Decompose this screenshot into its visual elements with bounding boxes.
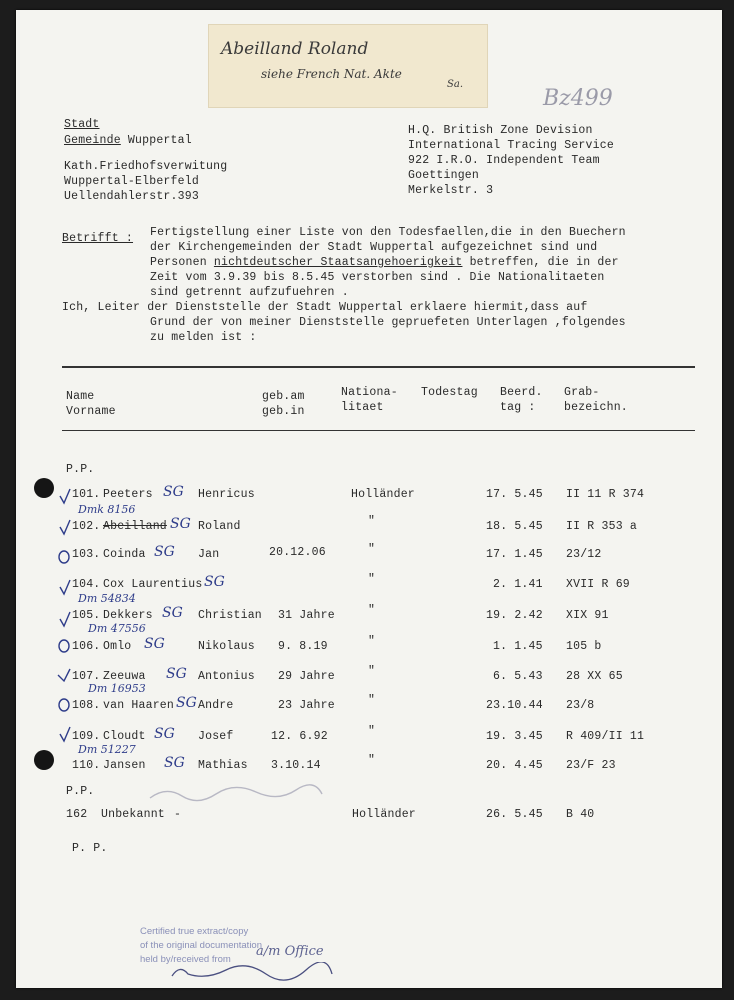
- recipient-line1: H.Q. British Zone Devision: [408, 124, 593, 137]
- row-dash: -: [174, 808, 182, 821]
- document-page: [16, 10, 722, 988]
- row-first: Jan: [198, 548, 220, 561]
- subject-line2: der Kirchengemeinden der Stadt Wuppertal aufgezeichnet sind und: [150, 241, 598, 254]
- hand-sg: SG: [163, 484, 184, 500]
- row-name: Unbekannt: [101, 808, 165, 821]
- row-geb: 3.10.14: [271, 759, 321, 772]
- col-gebin: geb.in: [262, 405, 305, 418]
- row-first: Christian: [198, 609, 262, 622]
- declaration-line1: Ich, Leiter der Dienststelle der Stadt Wuppertal erklaere hiermit,dass auf: [62, 301, 588, 314]
- row-no: 104.: [72, 578, 101, 591]
- row-beerd: 17. 1.45: [486, 548, 543, 561]
- row-nat: ": [368, 725, 376, 738]
- row-name: Zeeuwa: [103, 670, 146, 683]
- rule-top: [62, 366, 695, 368]
- row-nat: Holländer: [352, 808, 416, 821]
- row-beerd: 19. 3.45: [486, 730, 543, 743]
- stamp-office: a/m Office: [256, 944, 324, 959]
- row-nat: ": [368, 694, 376, 707]
- row-no: 109.: [72, 730, 101, 743]
- row-grab: 105 b: [566, 640, 602, 653]
- hand-sg: SG: [164, 755, 185, 771]
- declaration-line3: zu melden ist :: [150, 331, 257, 344]
- hand-sg: SG: [154, 544, 175, 560]
- row-name: Abeilland: [103, 520, 167, 533]
- punch-hole-icon: [34, 478, 54, 498]
- col-gebam: geb.am: [262, 390, 305, 403]
- col-tag: tag :: [500, 401, 536, 414]
- row-grab: XIX 91: [566, 609, 609, 622]
- col-name: Name: [66, 390, 95, 403]
- section-pp2: P.P.: [66, 785, 95, 798]
- row-grab: II R 353 a: [566, 520, 638, 533]
- row-grab: B 40: [566, 808, 595, 821]
- row-nat: ": [368, 515, 376, 528]
- col-nationa: Nationa-: [341, 386, 398, 399]
- section-pp3: P. P.: [72, 842, 108, 855]
- col-beerd: Beerd.: [500, 386, 543, 399]
- subject-line1: Fertigstellung einer Liste von den Todesfaellen,die in den Buechern: [150, 226, 626, 239]
- sticker-initials: Sa.: [447, 79, 463, 90]
- col-grab: Grab-: [564, 386, 600, 399]
- recipient-line4: Goettingen: [408, 169, 480, 182]
- row-grab: II 11 R 374: [566, 488, 645, 501]
- hand-sg: SG: [162, 605, 183, 621]
- row-name: Jansen: [103, 759, 146, 772]
- row-geb: 23 Jahre: [278, 699, 335, 712]
- row-first: Henricus: [198, 488, 255, 501]
- section-pp: P.P.: [66, 463, 95, 476]
- hand-sg: SG: [170, 516, 191, 532]
- row-no: 102.: [72, 520, 101, 533]
- stamp-line3: held by/received from: [140, 954, 231, 965]
- subject-line5: sind getrennt aufzufuehren .: [150, 286, 349, 299]
- row-first: Antonius: [198, 670, 255, 683]
- row-geb: 29 Jahre: [278, 670, 335, 683]
- stamp-line1: Certified true extract/copy: [140, 926, 249, 937]
- sticker-name: Abeilland Roland: [221, 39, 369, 59]
- row-beerd: 19. 2.42: [486, 609, 543, 622]
- hand-dm-5: Dm 51227: [78, 743, 136, 756]
- recipient-line3: 922 I.R.O. Independent Team: [408, 154, 600, 167]
- row-grab: 23/F 23: [566, 759, 616, 772]
- row-geb: 20.12.06: [269, 546, 326, 559]
- hand-sg: SG: [144, 636, 165, 652]
- row-no: 162: [66, 808, 88, 821]
- checkmarks-icon: [52, 485, 82, 785]
- row-geb: 31 Jahre: [278, 609, 335, 622]
- row-grab: R 409/II 11: [566, 730, 645, 743]
- row-beerd: 23.10.44: [486, 699, 543, 712]
- row-nat: ": [368, 604, 376, 617]
- row-beerd: 1. 1.45: [493, 640, 543, 653]
- signature-icon: [146, 782, 326, 806]
- hand-dm-3: Dm 47556: [88, 622, 146, 635]
- row-beerd: 18. 5.45: [486, 520, 543, 533]
- sticker-note: siehe French Nat. Akte: [261, 67, 402, 81]
- row-nat: ": [368, 573, 376, 586]
- row-grab: 23/12: [566, 548, 602, 561]
- col-grabbezeichn: bezeichn.: [564, 401, 628, 414]
- hand-dm-1: Dmk 8156: [78, 503, 136, 516]
- sender-line5: Uellendahlerstr.393: [64, 190, 199, 203]
- row-name: Coinda: [103, 548, 146, 561]
- row-name: Cox Laurentius: [103, 578, 203, 591]
- row-beerd: 6. 5.43: [493, 670, 543, 683]
- hand-sg: SG: [176, 695, 197, 711]
- row-name: Peeters: [103, 488, 153, 501]
- row-no: 105.: [72, 609, 101, 622]
- punch-hole-icon: [34, 750, 54, 770]
- col-litaet: litaet: [341, 401, 384, 414]
- recipient-line2: International Tracing Service: [408, 139, 614, 152]
- row-geb: 12. 6.92: [271, 730, 328, 743]
- hand-sg: SG: [166, 666, 187, 682]
- row-beerd: 17. 5.45: [486, 488, 543, 501]
- hand-dm-4: Dm 16953: [88, 682, 146, 695]
- sender-gemeinde: Gemeinde Wuppertal: [64, 134, 192, 147]
- row-nat: ": [368, 635, 376, 648]
- hand-sg: SG: [204, 574, 225, 590]
- row-name: Dekkers: [103, 609, 153, 622]
- sender-line4: Wuppertal-Elberfeld: [64, 175, 199, 188]
- row-no: 106.: [72, 640, 101, 653]
- recipient-line5: Merkelstr. 3: [408, 184, 494, 197]
- row-first: Nikolaus: [198, 640, 255, 653]
- row-geb: 9. 8.19: [278, 640, 328, 653]
- row-first: Andre: [198, 699, 234, 712]
- row-first: Mathias: [198, 759, 248, 772]
- row-beerd: 2. 1.41: [493, 578, 543, 591]
- row-grab: 28 XX 65: [566, 670, 623, 683]
- col-vorname: Vorname: [66, 405, 116, 418]
- col-todestag: Todestag: [421, 386, 478, 399]
- row-no: 103.: [72, 548, 101, 561]
- stamp-line2: of the original documentation: [140, 940, 262, 951]
- row-no: 108.: [72, 699, 101, 712]
- row-nat: ": [368, 543, 376, 556]
- row-no: 101.: [72, 488, 101, 501]
- margin-mark: Bz499: [543, 86, 613, 111]
- subject-line3: Personen nichtdeutscher Staatsangehoerigkeit betreffen, die in der: [150, 256, 619, 269]
- subject-line4: Zeit vom 3.9.39 bis 8.5.45 verstorben sind . Die Nationalitaeten: [150, 271, 605, 284]
- row-nat: ": [368, 665, 376, 678]
- row-nat: ": [368, 754, 376, 767]
- hand-dm-2: Dm 54834: [78, 592, 136, 605]
- name-sticker: [208, 24, 488, 108]
- row-no: 107.: [72, 670, 101, 683]
- row-nat: Holländer: [351, 488, 415, 501]
- stamp-signature-icon: [166, 962, 336, 984]
- row-name: Omlo: [103, 640, 132, 653]
- row-grab: 23/8: [566, 699, 595, 712]
- row-beerd: 20. 4.45: [486, 759, 543, 772]
- subject-label: Betrifft :: [62, 232, 134, 245]
- row-name: Cloudt: [103, 730, 146, 743]
- row-first: Roland: [198, 520, 241, 533]
- row-no: 110.: [72, 759, 101, 772]
- row-grab: XVII R 69: [566, 578, 630, 591]
- hand-sg: SG: [154, 726, 175, 742]
- declaration-line2: Grund der von meiner Dienststelle gepruefeten Unterlagen ,folgendes: [150, 316, 626, 329]
- row-first: Josef: [198, 730, 234, 743]
- sender-line3: Kath.Friedhofsverwitung: [64, 160, 228, 173]
- sender-stadt: Stadt: [64, 118, 100, 131]
- rule-header: [62, 430, 695, 431]
- row-name: van Haaren: [103, 699, 175, 712]
- row-beerd: 26. 5.45: [486, 808, 543, 821]
